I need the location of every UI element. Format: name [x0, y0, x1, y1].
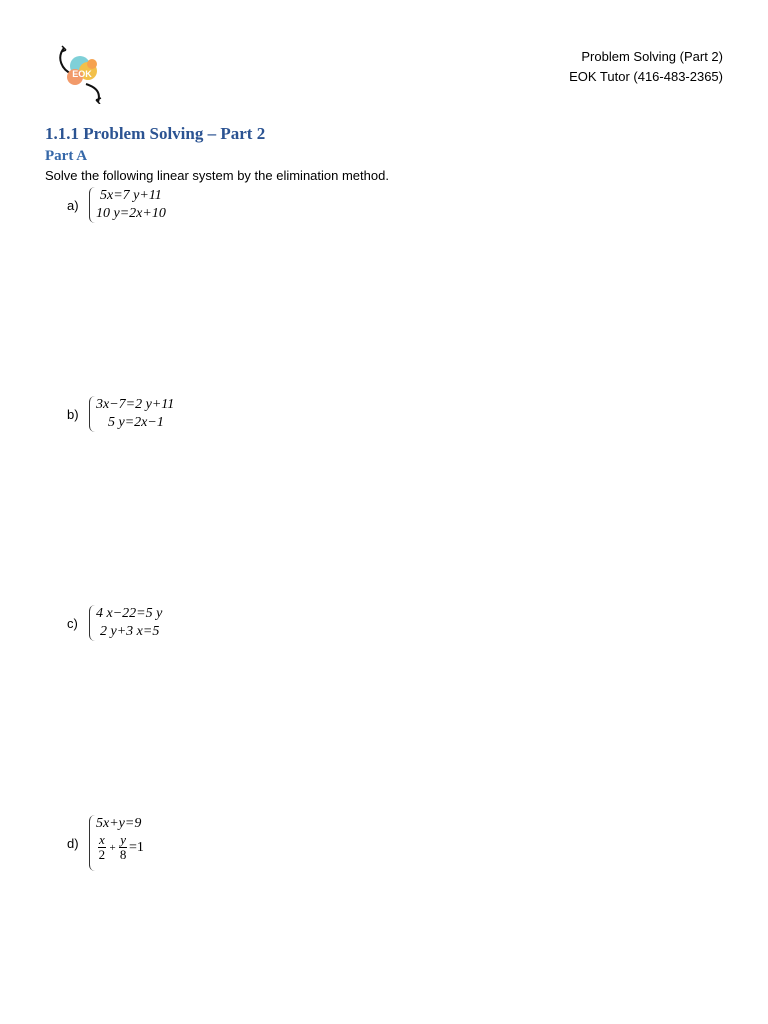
system-brace [89, 605, 95, 641]
equation-1: 4 x−22=5 y [96, 606, 163, 621]
equation-2: 2 y+3 x=5 [100, 624, 160, 639]
system-brace [89, 187, 95, 223]
problem-label: d) [67, 836, 79, 851]
equation-1: 3x−7=2 y+11 [96, 397, 175, 412]
plus-sign: + [108, 841, 117, 854]
header-doc-title: Problem Solving (Part 2) [581, 49, 723, 64]
fraction-denominator: 8 [119, 847, 127, 862]
fraction-numerator: y [120, 832, 126, 847]
part-label: Part A [45, 148, 88, 164]
fraction-y-over-8 [119, 833, 127, 862]
equation-system [96, 605, 162, 641]
equation-1: 5x=7 y+11 [100, 188, 162, 203]
eok-logo [58, 44, 106, 104]
header-tutor-contact: EOK Tutor (416-483-2365) [569, 69, 723, 84]
equation-system [96, 396, 174, 432]
fraction-x-over-2 [98, 833, 106, 862]
fraction-denominator: 2 [98, 847, 106, 862]
problem-label: b) [67, 407, 79, 422]
problem-label: a) [67, 198, 79, 213]
fraction-numerator: x [99, 832, 105, 847]
system-brace [89, 396, 95, 432]
equation-1: 5x+y=9 [96, 816, 142, 831]
problem-label: c) [67, 616, 78, 631]
equation-rhs: =1 [129, 839, 144, 855]
equation-2: 10 y=2x+10 [96, 206, 166, 221]
page-header [569, 47, 723, 87]
section-title: 1.1.1 Problem Solving – Part 2 [45, 124, 266, 143]
equation-system [96, 815, 144, 862]
logo-text: EOK [72, 69, 92, 79]
system-brace [89, 815, 95, 871]
equation-2: 5 y=2x−1 [108, 415, 164, 430]
equation-2 [96, 833, 144, 862]
equation-system [96, 187, 166, 223]
instruction-text: Solve the following linear system by the elimination method. [45, 168, 389, 183]
